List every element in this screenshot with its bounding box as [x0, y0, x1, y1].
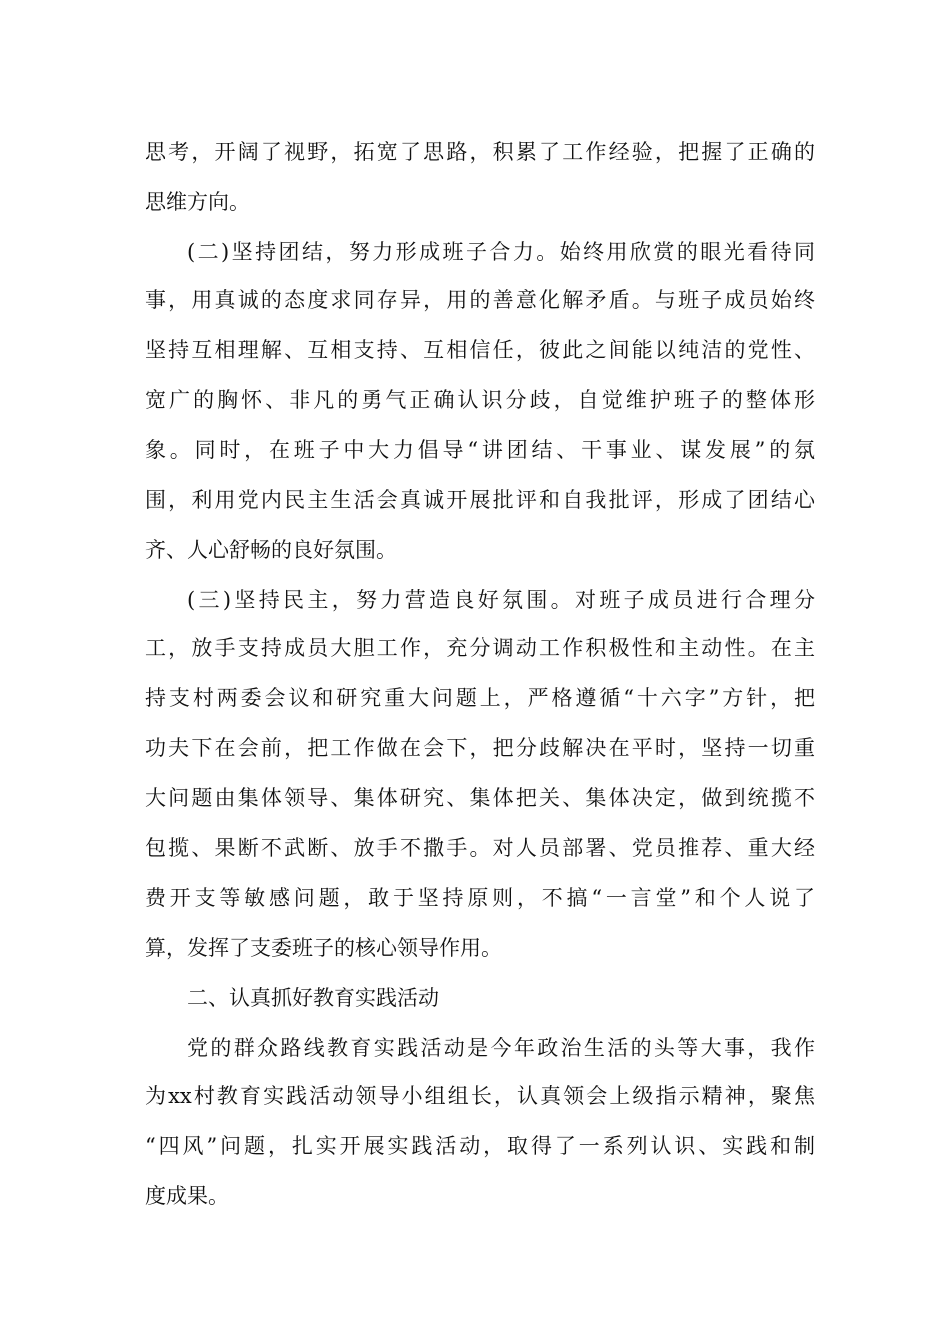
text-line: 坚持互相理解、互相支持、互相信任，彼此之间能以纯洁的党性、 — [145, 338, 815, 362]
text-line: 包揽、果断不武断、放手不撒手。对人员部署、党员推荐、重大经 — [145, 836, 815, 860]
text-line: 功夫下在会前，把工作做在会下，把分歧解决在平时，坚持一切重 — [145, 736, 815, 760]
section-title: 二、认真抓好教育实践活动 — [187, 986, 439, 1010]
section-heading-line: (二)坚持团结，努力形成班子合力。始终用欣赏的眼光看待同 — [187, 240, 815, 264]
text-line: 围，利用党内民主生活会真诚开展批评和自我批评，形成了团结心 — [145, 488, 815, 512]
text-line: 党的群众路线教育实践活动是今年政治生活的头等大事，我作 — [187, 1036, 815, 1060]
text-line: “四风”问题，扎实开展实践活动，取得了一系列认识、实践和制 — [145, 1134, 815, 1158]
text-line: 费开支等敏感问题，敢于坚持原则，不搞“一言堂”和个人说了 — [145, 886, 815, 910]
text-line: 思维方向。 — [145, 190, 250, 214]
text-line: 宽广的胸怀、非凡的勇气正确认识分歧，自觉维护班子的整体形 — [145, 388, 815, 412]
section-heading-line: (三)坚持民主，努力营造良好氛围。对班子成员进行合理分 — [187, 588, 815, 612]
text-line: 齐、人心舒畅的良好氛围。 — [145, 538, 397, 562]
text-line: 大问题由集体领导、集体研究、集体把关、集体决定，做到统揽不 — [145, 786, 815, 810]
text-line: 思考，开阔了视野，拓宽了思路，积累了工作经验，把握了正确的 — [145, 140, 815, 164]
text-line: 象。同时，在班子中大力倡导“讲团结、干事业、谋发展”的氛 — [145, 438, 815, 462]
text-line: 持支村两委会议和研究重大问题上，严格遵循“十六字”方针，把 — [145, 686, 815, 710]
text-line: 度成果。 — [145, 1184, 229, 1208]
text-line: 算，发挥了支委班子的核心领导作用。 — [145, 936, 502, 960]
text-line: 为xx村教育实践活动领导小组组长，认真领会上级指示精神，聚焦 — [145, 1084, 815, 1108]
text-line: 工，放手支持成员大胆工作，充分调动工作积极性和主动性。在主 — [145, 636, 815, 660]
text-line: 事，用真诚的态度求同存异，用的善意化解矛盾。与班子成员始终 — [145, 288, 815, 312]
